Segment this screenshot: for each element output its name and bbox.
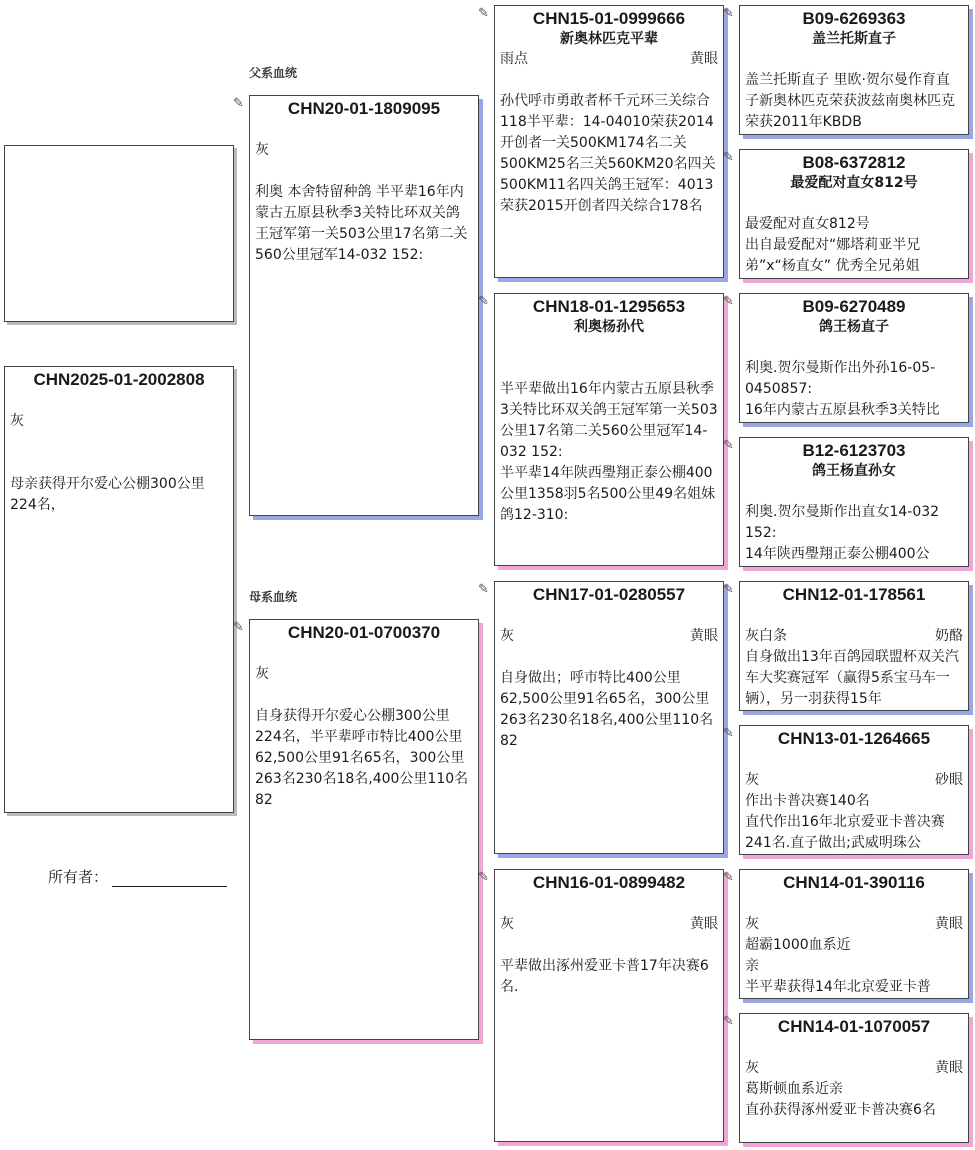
- eye-color: 黄眼: [935, 916, 963, 932]
- dss-card: [739, 581, 969, 711]
- notes: 14年陕西璺翔正泰公棚400公: [745, 546, 930, 562]
- notes: 半平辈14年陕西璺翔正泰公棚400公里1358羽5名500公里49名姐妹鸽12-310:: [500, 465, 716, 523]
- feather-color: 灰: [255, 142, 269, 158]
- ring-number: CHN20-01-1809095: [287, 99, 441, 118]
- pigeon-name: 鸽王杨直子: [819, 319, 889, 335]
- ssd-card: [739, 149, 969, 279]
- notes: 母亲获得开尔爱心公棚300公里224名，: [10, 476, 205, 513]
- pigeon-name: 鸽王杨直孙女: [812, 463, 896, 479]
- sdd-card: [739, 437, 969, 567]
- subject-card: [4, 366, 234, 813]
- edit-icon[interactable]: ✎: [233, 96, 244, 111]
- ddd-card: [739, 1013, 969, 1143]
- notes: 作出卡普决赛140名: [745, 793, 870, 809]
- edit-icon[interactable]: ✎: [478, 582, 489, 597]
- notes: 16年内蒙古五原县秋季3关特比: [745, 402, 940, 418]
- sire-dam-card: [494, 293, 724, 566]
- ring-number: CHN13-01-1264665: [777, 729, 931, 748]
- edit-icon[interactable]: ✎: [723, 726, 734, 741]
- owner-label: 所有者：: [48, 868, 109, 886]
- feather-color: 灰: [745, 1060, 759, 1076]
- notes: 利奥 本舍特留种鸽 半平辈16年内蒙古五原县秋季3关特比环双关鸽王冠军第一关503公里17名第二关560公里冠军14-032 152:: [255, 184, 468, 263]
- notes: 自身做出13年百鸽园联盟杯双关汽车大奖赛冠军（赢得5系宝马车一辆），另一羽获得15年: [745, 649, 959, 707]
- dam-line-label: 母系血统: [249, 590, 298, 604]
- ring-number: CHN2025-01-2002808: [33, 370, 205, 389]
- eye-color: 黄眼: [690, 916, 718, 932]
- feather-color: 灰: [10, 413, 24, 429]
- notes: 出自最爱配对“娜塔莉亚半兄弟”x“杨直女” 优秀全兄弟姐: [745, 237, 921, 274]
- ring-number: B12-6123703: [802, 441, 906, 460]
- notes: 半平辈做出16年内蒙古五原县秋季3关特比环双关鸽王冠军第一关503公里17名第二关560公里冠军14-032 152:: [500, 381, 718, 460]
- dds-card: [739, 869, 969, 999]
- edit-icon[interactable]: ✎: [723, 438, 734, 453]
- notes: 最爱配对直女812号: [745, 216, 870, 232]
- owner-field: [48, 866, 227, 887]
- feather-color: 灰: [745, 772, 759, 788]
- ring-number: CHN16-01-0899482: [532, 873, 686, 892]
- edit-icon[interactable]: ✎: [233, 620, 244, 635]
- sire-line-label: 父系血统: [249, 66, 298, 80]
- edit-icon[interactable]: ✎: [723, 6, 734, 21]
- ring-number: CHN17-01-0280557: [532, 585, 686, 604]
- sss-card: [739, 5, 969, 135]
- notes: 平辈做出涿州爱亚卡普17年决赛6名.: [500, 958, 709, 995]
- notes: 500KM25名三关560KM20名四关: [500, 156, 716, 172]
- feather-color: 灰白条: [745, 628, 787, 644]
- owner-input-line[interactable]: [112, 868, 227, 887]
- edit-icon[interactable]: ✎: [478, 294, 489, 309]
- ring-number: CHN18-01-1295653: [532, 297, 686, 316]
- ring-number: B09-6270489: [802, 297, 906, 316]
- edit-icon[interactable]: ✎: [478, 870, 489, 885]
- feather-color: 灰: [745, 916, 759, 932]
- notes: 孙代呼市勇敢者杯千元环三关综合118半平辈：14-04010荣获2014开创者一关500KM174名二关: [500, 93, 714, 151]
- eye-color: 黄眼: [690, 51, 718, 67]
- feather-color: 灰: [500, 916, 514, 932]
- notes: 直代作出16年北京爱亚卡普决赛241名.直子做出;武威明珠公: [745, 814, 945, 851]
- notes: 超霸1000血系近: [745, 937, 851, 953]
- eye-color: 奶酪: [935, 628, 963, 644]
- edit-icon[interactable]: ✎: [723, 1014, 734, 1029]
- edit-icon[interactable]: ✎: [723, 582, 734, 597]
- notes: 利奥.贺尔曼斯作出外孙16-05-0450857:: [745, 360, 936, 397]
- edit-icon[interactable]: ✎: [723, 150, 734, 165]
- notes: 亲: [745, 958, 759, 974]
- notes: 直孙获得涿州爱亚卡普决赛6名: [745, 1102, 936, 1118]
- sire-sire-card: [494, 5, 724, 278]
- notes: 盖兰托斯直子 里欧·贺尔曼作育直子新奥林匹克荣获波兹南奥林匹克荣获2011年KBDB: [745, 72, 955, 130]
- ring-number: CHN15-01-0999666: [532, 9, 686, 28]
- feather-color: 灰: [255, 666, 269, 682]
- notes: 自身做出；呼市特比400公里62,500公里91名65名，300公里263名230名18名,400公里110名82: [500, 670, 714, 749]
- notes: 自身获得开尔爱心公棚300公里224名，半平辈呼市特比400公里62,500公里91名65名，300公里263名230名18名,400公里110名82: [255, 708, 469, 808]
- ring-number: CHN12-01-178561: [782, 585, 926, 604]
- photo-frame: [4, 145, 234, 322]
- eye-color: 黄眼: [690, 628, 718, 644]
- sds-card: [739, 293, 969, 423]
- notes: 500KM11名四关鸽王冠军：4013荣获2015开创者四关综合178名: [500, 177, 714, 214]
- sire-card: [249, 95, 479, 516]
- ring-number: CHN20-01-0700370: [287, 623, 441, 642]
- notes: 利奥.贺尔曼斯作出直女14-032 152:: [745, 504, 940, 541]
- dam-sire-card: [494, 581, 724, 854]
- eye-color: 黄眼: [935, 1060, 963, 1076]
- ring-number: CHN14-01-390116: [783, 873, 925, 892]
- ring-number: B08-6372812: [802, 153, 906, 172]
- dam-dam-card: [494, 869, 724, 1142]
- dam-card: [249, 619, 479, 1040]
- pigeon-name: 利奥杨孙代: [574, 319, 644, 335]
- feather-color: 雨点: [500, 51, 528, 67]
- eye-color: 砂眼: [935, 772, 963, 788]
- dsd-card: [739, 725, 969, 855]
- notes: 葛斯顿血系近亲: [745, 1081, 843, 1097]
- edit-icon[interactable]: ✎: [478, 6, 489, 21]
- ring-number: B09-6269363: [802, 9, 906, 28]
- edit-icon[interactable]: ✎: [723, 294, 734, 309]
- ring-number: CHN14-01-1070057: [777, 1017, 931, 1036]
- pigeon-name: 最爱配对直女812号: [790, 175, 918, 191]
- pigeon-name: 盖兰托斯直子: [812, 31, 896, 47]
- pigeon-name: 新奥林匹克平辈: [560, 31, 658, 47]
- edit-icon[interactable]: ✎: [723, 870, 734, 885]
- notes: 半平辈获得14年北京爱亚卡普: [745, 979, 931, 995]
- feather-color: 灰: [500, 628, 514, 644]
